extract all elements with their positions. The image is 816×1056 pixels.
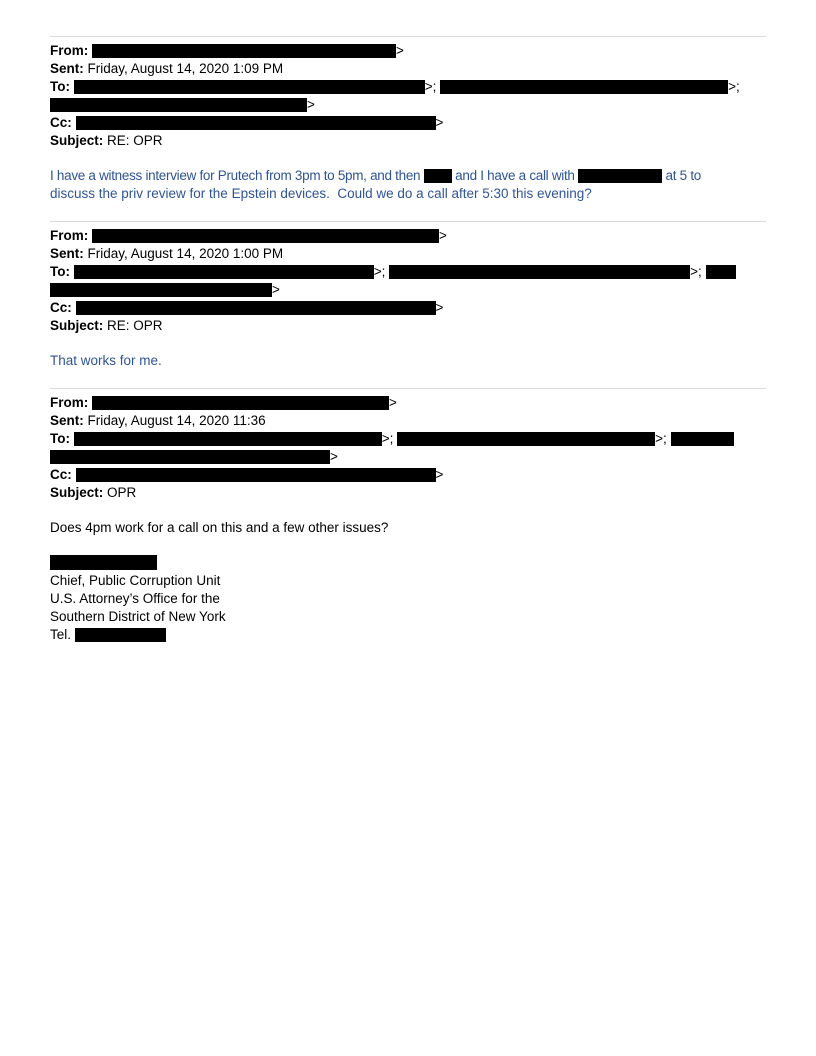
header-label: Subject: <box>50 318 108 333</box>
redaction-bar <box>76 301 436 315</box>
from-line <box>50 394 766 412</box>
redaction-bar <box>74 265 374 279</box>
header-label: Cc: <box>50 300 76 315</box>
sent-line <box>50 245 766 263</box>
redaction-bar <box>74 432 382 446</box>
redaction-bar <box>671 432 734 446</box>
text-run: That works for me. <box>50 353 162 368</box>
blank-line <box>50 203 766 220</box>
redaction-bar <box>706 265 736 279</box>
signature-title-line <box>50 572 766 590</box>
text-run: > <box>389 395 397 410</box>
blank-line <box>50 537 766 554</box>
to-line-continuation <box>50 96 766 114</box>
redaction-bar <box>389 265 690 279</box>
body-line <box>50 167 766 185</box>
separator-rule <box>50 388 766 389</box>
redaction-bar <box>50 450 330 464</box>
header-label: From: <box>50 395 92 410</box>
header-label: Sent: <box>50 413 88 428</box>
body-line <box>50 185 766 203</box>
signature-tel-line <box>50 626 766 644</box>
header-label: From: <box>50 43 92 58</box>
header-label: To: <box>50 264 74 279</box>
subject-line <box>50 317 766 335</box>
text-run: > <box>435 300 444 315</box>
sent-line <box>50 60 766 78</box>
blank-line <box>50 502 766 519</box>
redaction-bar <box>92 44 396 58</box>
redaction-bar <box>50 283 272 297</box>
signature-district-line <box>50 608 766 626</box>
separator-rule <box>50 221 766 222</box>
blank-line <box>50 150 766 167</box>
cc-line <box>50 466 766 484</box>
header-label: Subject: <box>50 133 108 148</box>
text-run: at 5 to <box>662 168 701 183</box>
redaction-bar <box>440 80 728 94</box>
text-run: RE: OPR <box>107 318 163 333</box>
redaction-bar <box>74 80 425 94</box>
text-run: > <box>435 115 444 130</box>
text-run: > <box>307 97 315 112</box>
redaction-bar <box>92 229 439 243</box>
redaction-bar <box>424 169 452 183</box>
to-line-continuation <box>50 281 766 299</box>
redaction-bar <box>50 555 157 570</box>
sent-line <box>50 412 766 430</box>
signature-office-line <box>50 590 766 608</box>
text-run: >; <box>381 431 398 446</box>
text-run: Chief, Public Corruption Unit <box>50 573 221 588</box>
text-run: > <box>439 228 447 243</box>
header-label: Subject: <box>50 485 108 500</box>
text-run: Does 4pm work for a call on this and a few other issues? <box>50 520 389 535</box>
to-line <box>50 263 766 281</box>
from-line <box>50 227 766 245</box>
text-run: >; <box>690 264 706 279</box>
text-run: Southern District of New York <box>50 609 226 624</box>
redaction-bar <box>76 468 436 482</box>
redaction-bar <box>76 116 436 130</box>
body-line <box>50 352 766 370</box>
header-label: From: <box>50 228 92 243</box>
text-run: > <box>272 282 280 297</box>
blank-line <box>50 335 766 352</box>
redaction-bar <box>50 98 307 112</box>
text-run: Friday, August 14, 2020 1:09 PM <box>87 61 284 76</box>
text-run: I have a witness interview for Prutech from 3pm to 5pm, and then <box>50 168 424 183</box>
text-run: Tel. <box>50 627 75 642</box>
subject-line <box>50 132 766 150</box>
header-label: To: <box>50 79 74 94</box>
text-run: > <box>435 467 444 482</box>
body-line <box>50 519 766 537</box>
text-run: >; <box>655 431 671 446</box>
blank-line <box>50 370 766 387</box>
from-line <box>50 42 766 60</box>
text-run: Friday, August 14, 2020 1:00 PM <box>87 246 284 261</box>
to-line <box>50 78 766 96</box>
text-run: >; <box>728 79 740 94</box>
header-label: Sent: <box>50 61 88 76</box>
subject-line <box>50 484 766 502</box>
text-run: RE: OPR <box>107 133 163 148</box>
text-run: >; <box>424 79 441 94</box>
text-run: and I have a call with <box>451 168 579 183</box>
cc-line <box>50 114 766 132</box>
signature-name-line <box>50 554 766 572</box>
header-label: To: <box>50 431 74 446</box>
text-run: U.S. Attorney’s Office for the <box>50 591 220 606</box>
text-run: > <box>330 449 338 464</box>
cc-line <box>50 299 766 317</box>
text-run: OPR <box>107 485 137 500</box>
redaction-bar <box>75 628 166 642</box>
to-line-continuation <box>50 448 766 466</box>
text-run: >; <box>373 264 390 279</box>
text-run: discuss the priv review for the Epstein devices. Could we do a call after 5:30 this evening? <box>50 186 592 201</box>
to-line <box>50 430 766 448</box>
header-label: Cc: <box>50 467 76 482</box>
redaction-bar <box>92 396 389 410</box>
redaction-bar <box>578 169 662 183</box>
redaction-bar <box>397 432 655 446</box>
text-run: Friday, August 14, 2020 11:36 <box>87 413 266 428</box>
header-label: Cc: <box>50 115 76 130</box>
text-run: > <box>396 43 404 58</box>
header-label: Sent: <box>50 246 88 261</box>
separator-rule <box>50 36 766 37</box>
